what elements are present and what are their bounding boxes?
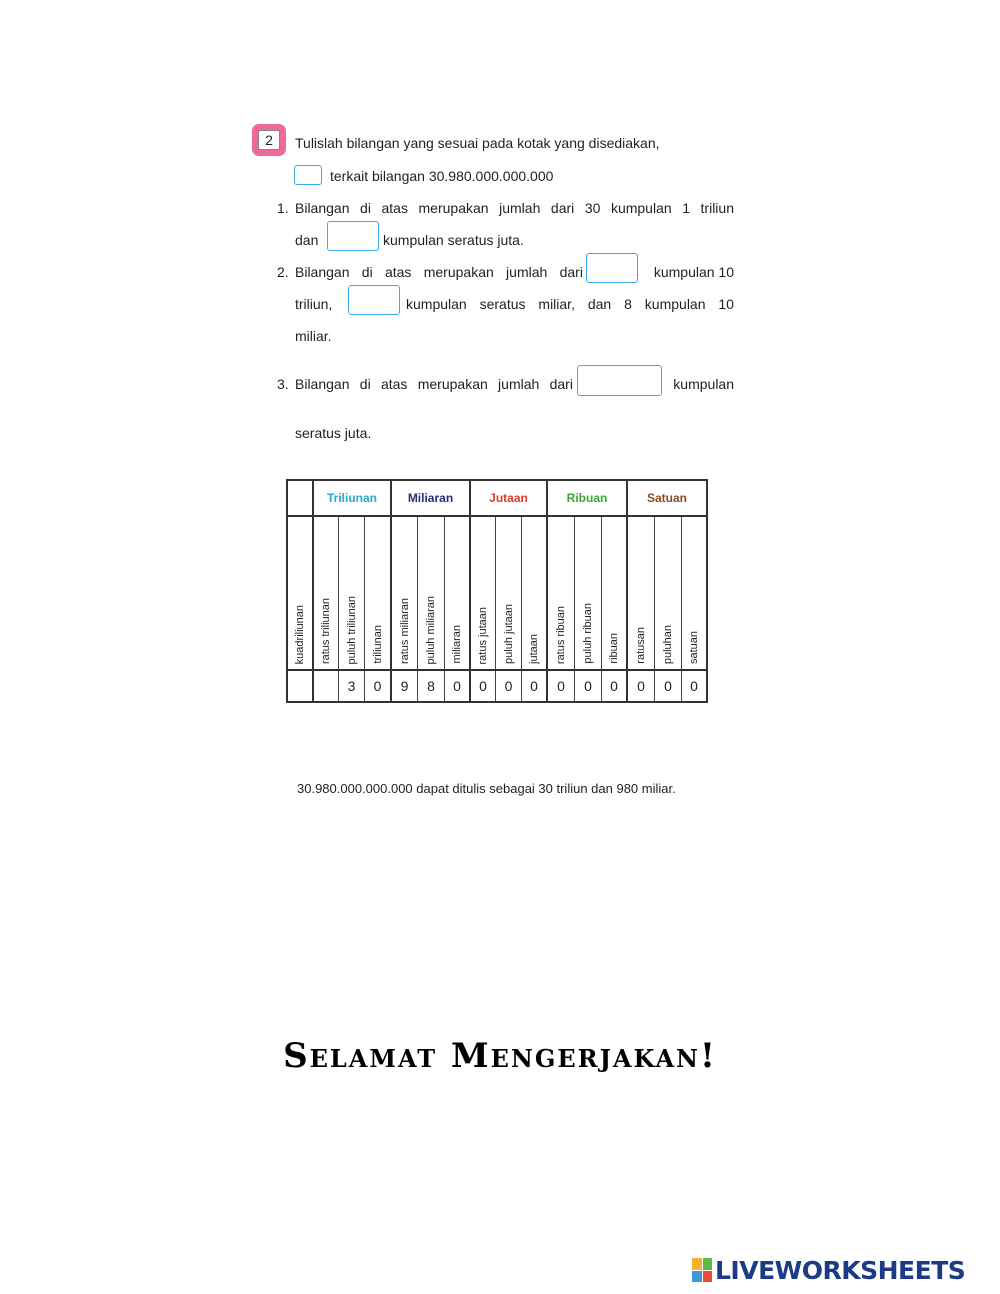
- word: kumpulan: [610, 200, 672, 216]
- column-label: puluh ribuan: [582, 603, 594, 664]
- digit-cell: 0: [365, 670, 392, 702]
- table-column-header: [522, 516, 548, 670]
- digit-cell: 0: [627, 670, 655, 702]
- item-1-number: 1.: [277, 200, 289, 216]
- answer-box-intro[interactable]: [294, 165, 322, 185]
- digit-cell: 8: [418, 670, 445, 702]
- table-group-miliaran: Miliaran: [391, 480, 470, 516]
- column-label: kuadriliunan: [294, 604, 306, 664]
- item-2-line3: miliar.: [295, 328, 332, 344]
- column-label: puluh jutaan: [502, 604, 515, 664]
- column-label: puluhan: [662, 624, 674, 664]
- column-label: jutaan: [528, 634, 540, 664]
- column-label: ratus triliunan: [320, 597, 332, 664]
- column-label: ratusan: [635, 627, 647, 664]
- table-group-jutaan: Jutaan: [470, 480, 547, 516]
- item-3-line2: seratus juta.: [295, 425, 372, 441]
- item-2-line1: [295, 263, 583, 281]
- column-label: satuan: [688, 630, 700, 664]
- word: kumpulan: [406, 296, 467, 312]
- column-label: ratus ribuan: [555, 605, 567, 664]
- logo-square: [703, 1258, 713, 1270]
- item-1-line2-prefix: dan: [295, 232, 319, 248]
- word: Bilangan: [295, 376, 350, 392]
- item-2-number: 2.: [277, 264, 289, 280]
- digit-cell: [313, 670, 339, 702]
- word: dari: [549, 376, 573, 392]
- word: atas: [380, 376, 408, 392]
- digit-cell: [287, 670, 313, 702]
- table-column-names-row: [287, 516, 707, 670]
- table-group-header-row: [287, 480, 707, 516]
- word: merupakan: [418, 200, 489, 216]
- item-3-line1-suffix: kumpulan: [673, 376, 734, 392]
- item-2-line1-suffix: kumpulan 10: [653, 264, 734, 280]
- word: Bilangan: [295, 200, 350, 216]
- table-column-header: [445, 516, 471, 670]
- item-2-line2-prefix: triliun,: [295, 296, 333, 312]
- table-column-header: [339, 516, 365, 670]
- digit-cell: 9: [391, 670, 418, 702]
- word: atas: [384, 264, 412, 280]
- column-label: miliaran: [451, 625, 463, 664]
- word: atas: [381, 200, 408, 216]
- word: 8: [624, 296, 632, 312]
- word: jumlah: [498, 376, 540, 392]
- digit-cell: 0: [470, 670, 496, 702]
- column-label: puluh miliaran: [425, 595, 437, 664]
- digit-cell: 0: [682, 670, 708, 702]
- table-column-header: [418, 516, 445, 670]
- item-1-line1: [295, 199, 734, 217]
- place-value-table: [286, 479, 708, 703]
- word: merupakan: [417, 376, 488, 392]
- table-column-header: [575, 516, 602, 670]
- table-column-header: [365, 516, 392, 670]
- answer-box-1[interactable]: [327, 221, 379, 251]
- question-subject: terkait bilangan 30.980.000.000.000: [330, 168, 554, 184]
- column-label: ratus miliaran: [398, 597, 411, 664]
- word: triliun: [700, 200, 734, 216]
- table-column-header: [470, 516, 496, 670]
- column-label: triliunan: [371, 625, 384, 664]
- answer-box-2a[interactable]: [586, 253, 638, 283]
- column-label: puluh triliunan: [345, 595, 358, 664]
- table-group-triliunan: Triliunan: [313, 480, 391, 516]
- logo-square: [692, 1258, 702, 1270]
- logo-square: [692, 1271, 702, 1283]
- liveworksheets-logo[interactable]: [692, 1256, 965, 1284]
- logo-square: [703, 1271, 713, 1283]
- digit-cell: 0: [496, 670, 522, 702]
- answer-box-3[interactable]: [577, 365, 662, 396]
- table-group-satuan: Satuan: [627, 480, 707, 516]
- item-3-line1: [295, 375, 573, 393]
- table-column-header: [287, 516, 313, 670]
- table-column-header: [313, 516, 339, 670]
- column-label: ribuan: [608, 633, 620, 664]
- table-column-header: [627, 516, 655, 670]
- explanation-note: 30.980.000.000.000 dapat ditulis sebagai 30 triliun dan 980 miliar.: [297, 781, 676, 796]
- word: 10: [718, 296, 734, 312]
- table-group-empty: [287, 480, 313, 516]
- liveworksheets-logo-icon: [692, 1258, 712, 1282]
- column-label: ratus jutaan: [477, 606, 489, 664]
- word: jumlah: [506, 264, 548, 280]
- word: di: [360, 200, 371, 216]
- digit-cell: 0: [547, 670, 575, 702]
- question-instruction: Tulislah bilangan yang sesuai pada kotak yang disediakan,: [295, 135, 660, 151]
- item-1-line2-suffix: kumpulan seratus juta.: [383, 232, 524, 248]
- item-2-line2-suffix: [406, 295, 734, 313]
- word: Bilangan: [295, 264, 350, 280]
- word: 1: [682, 200, 690, 216]
- word: dan: [587, 296, 612, 312]
- digit-cell: 0: [445, 670, 471, 702]
- question-number-badge: [252, 124, 286, 156]
- table-column-header: [682, 516, 708, 670]
- table-column-header: [655, 516, 682, 670]
- table-column-header: [602, 516, 628, 670]
- digit-cell: 3: [339, 670, 365, 702]
- word: dari: [550, 200, 575, 216]
- word: di: [361, 264, 373, 280]
- table-column-header: [496, 516, 522, 670]
- table-digits-row: [287, 670, 707, 702]
- digit-cell: 0: [602, 670, 628, 702]
- table-group-ribuan: Ribuan: [547, 480, 627, 516]
- brand-name: LIVEWORKSHEETS: [715, 1255, 966, 1285]
- answer-box-2b[interactable]: [348, 285, 400, 315]
- table-column-header: [547, 516, 575, 670]
- word: 30: [584, 200, 601, 216]
- digit-cell: 0: [522, 670, 548, 702]
- word: jumlah: [499, 200, 541, 216]
- word: dari: [559, 264, 583, 280]
- question-number: 2: [258, 130, 280, 150]
- table-column-header: [391, 516, 418, 670]
- word: miliar,: [538, 296, 575, 312]
- item-3-number: 3.: [277, 376, 289, 392]
- digit-cell: 0: [655, 670, 682, 702]
- word: kumpulan: [644, 296, 706, 312]
- word: seratus: [479, 296, 526, 312]
- closing-message: Selamat Mengerjakan!: [283, 1036, 717, 1076]
- word: di: [359, 376, 371, 392]
- word: merupakan: [423, 264, 494, 280]
- digit-cell: 0: [575, 670, 602, 702]
